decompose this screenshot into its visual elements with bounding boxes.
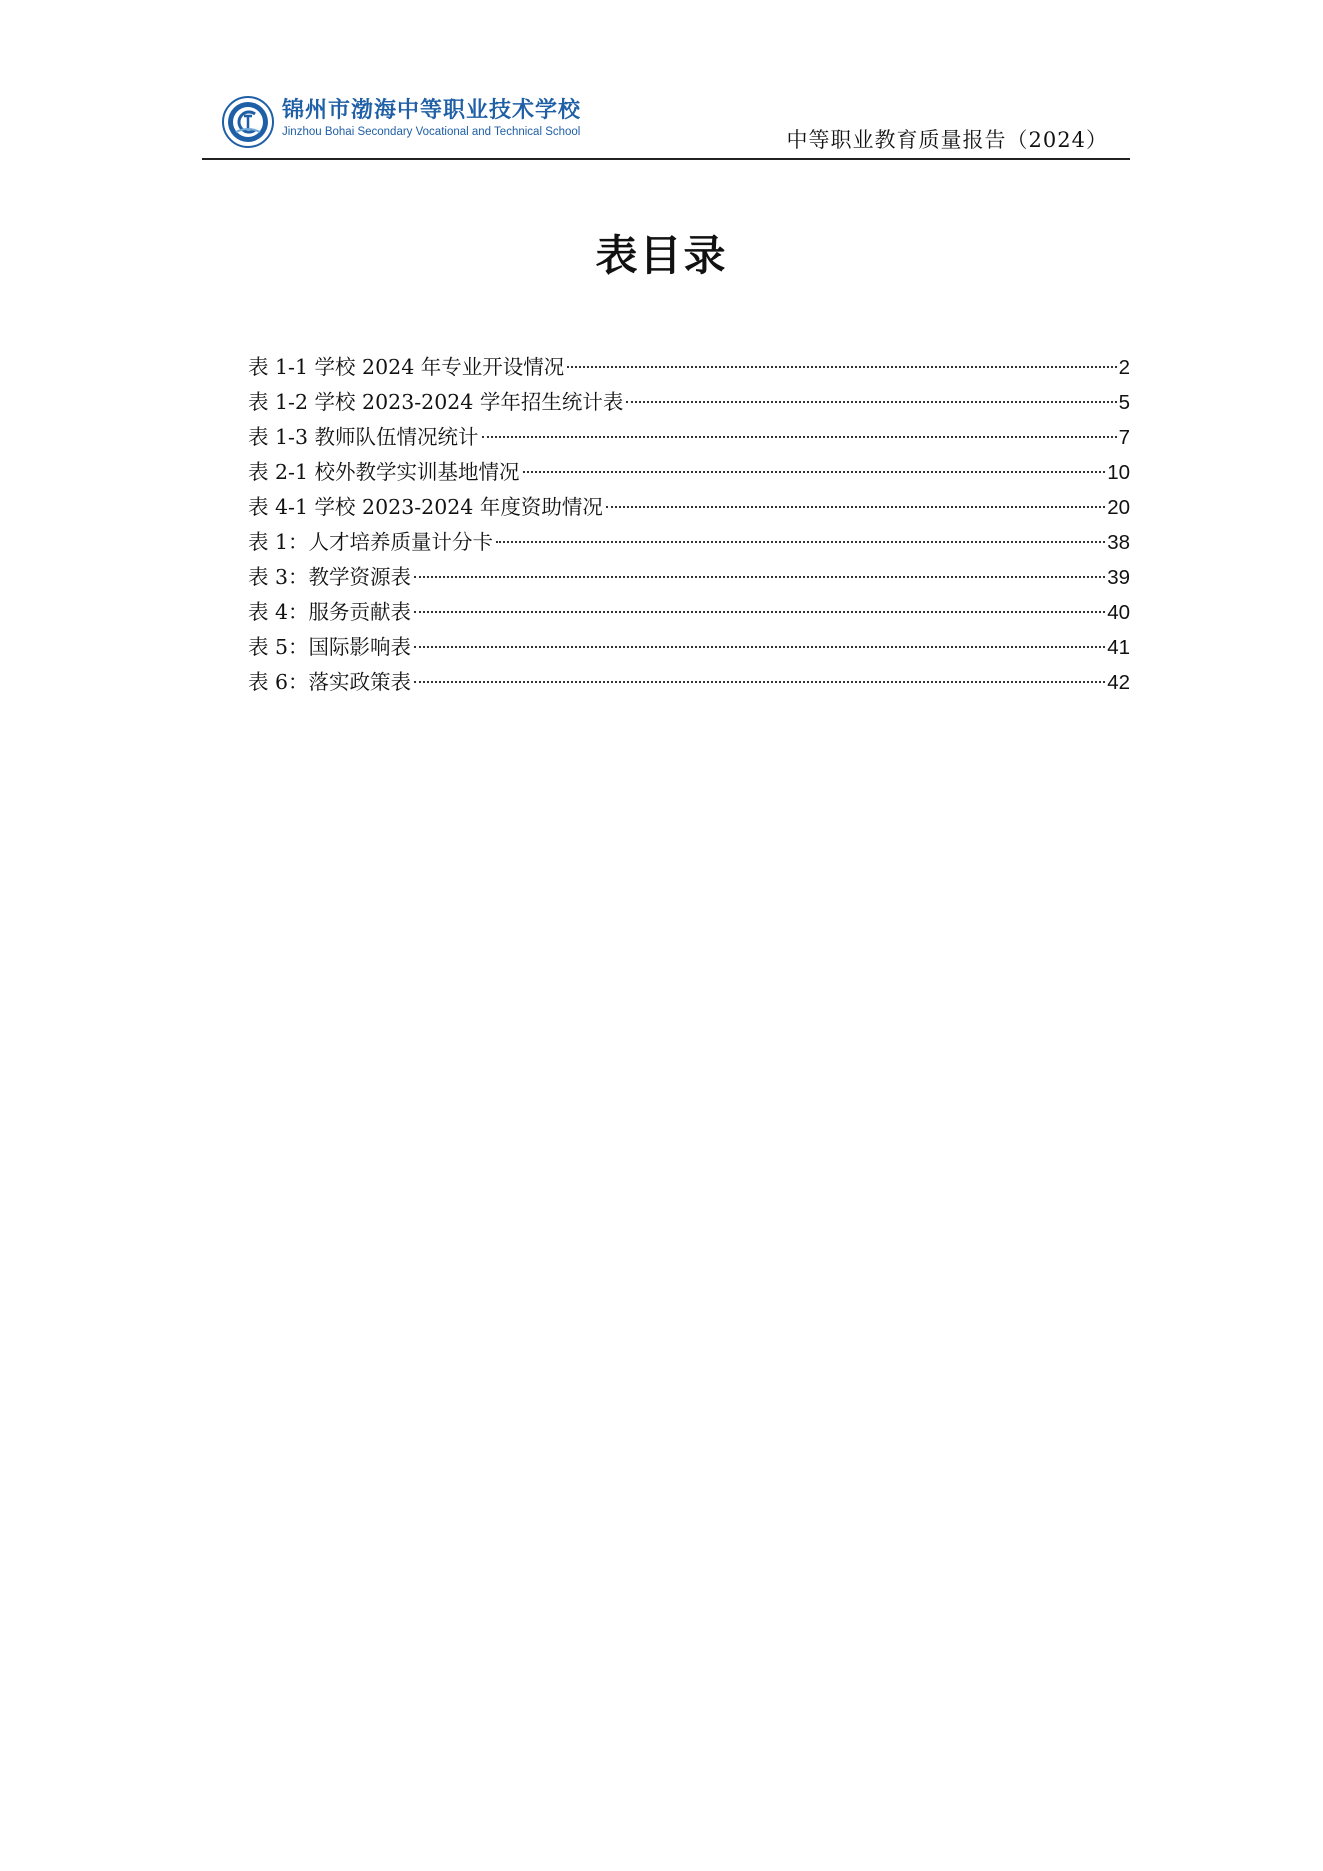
toc-leader-dots <box>496 541 1105 543</box>
toc-leader-dots <box>523 471 1106 473</box>
toc-leader-dots <box>414 576 1105 578</box>
toc-leader-dots <box>567 366 1116 368</box>
school-name-en: Jinzhou Bohai Secondary Vocational and Technical School <box>282 126 581 138</box>
toc-leader-dots <box>414 646 1105 648</box>
toc-entry[interactable] <box>248 525 1130 560</box>
toc-leader-dots <box>626 401 1116 403</box>
school-name-cn: 锦州市渤海中等职业技术学校 <box>282 98 582 123</box>
toc-entry[interactable] <box>248 630 1130 665</box>
toc-entry-page-number: 20 <box>1107 496 1130 519</box>
toc-entry-page-number: 10 <box>1107 461 1130 484</box>
toc-entry[interactable] <box>248 385 1130 420</box>
toc-entry-label: 表 1-2 学校 2023-2024 学年招生统计表 <box>248 390 624 414</box>
toc-entry-page-number: 2 <box>1118 356 1130 379</box>
toc-entry-label: 表 4-1 学校 2023-2024 年度资助情况 <box>248 495 603 519</box>
toc-entry[interactable] <box>248 560 1130 595</box>
school-logo-text <box>282 98 581 140</box>
toc-entry-page-number: 5 <box>1118 391 1130 414</box>
table-of-tables-list <box>248 350 1130 700</box>
toc-entry-label: 表 1-3 教师队伍情况统计 <box>248 425 479 449</box>
toc-entry-page-number: 40 <box>1107 601 1130 624</box>
toc-entry-label: 表 5：国际影响表 <box>248 635 412 659</box>
page-title: 表目录 <box>595 231 728 280</box>
toc-entry-label: 表 1-1 学校 2024 年专业开设情况 <box>248 355 565 379</box>
toc-entry-label: 表 1：人才培养质量计分卡 <box>248 530 494 554</box>
toc-leader-dots <box>414 681 1105 683</box>
toc-entry[interactable] <box>248 490 1130 525</box>
school-seal-icon <box>222 96 274 148</box>
toc-entry-label: 表 6：落实政策表 <box>248 670 412 694</box>
toc-entry-label: 表 3：教学资源表 <box>248 565 412 589</box>
toc-entry-page-number: 38 <box>1107 531 1130 554</box>
toc-entry[interactable] <box>248 420 1130 455</box>
toc-entry-page-number: 42 <box>1107 671 1130 694</box>
toc-entry[interactable] <box>248 350 1130 385</box>
toc-leader-dots <box>414 611 1105 613</box>
toc-entry[interactable] <box>248 665 1130 700</box>
page-header <box>202 92 1130 160</box>
toc-entry[interactable] <box>248 455 1130 490</box>
toc-entry[interactable] <box>248 595 1130 630</box>
toc-entry-label: 表 4：服务贡献表 <box>248 600 412 624</box>
toc-entry-page-number: 7 <box>1118 426 1130 449</box>
toc-leader-dots <box>606 506 1105 508</box>
toc-leader-dots <box>482 436 1117 438</box>
report-title: 中等职业教育质量报告（2024） <box>786 128 1108 152</box>
toc-entry-page-number: 41 <box>1107 636 1130 659</box>
toc-entry-label: 表 2-1 校外教学实训基地情况 <box>248 460 520 484</box>
toc-entry-page-number: 39 <box>1107 566 1130 589</box>
